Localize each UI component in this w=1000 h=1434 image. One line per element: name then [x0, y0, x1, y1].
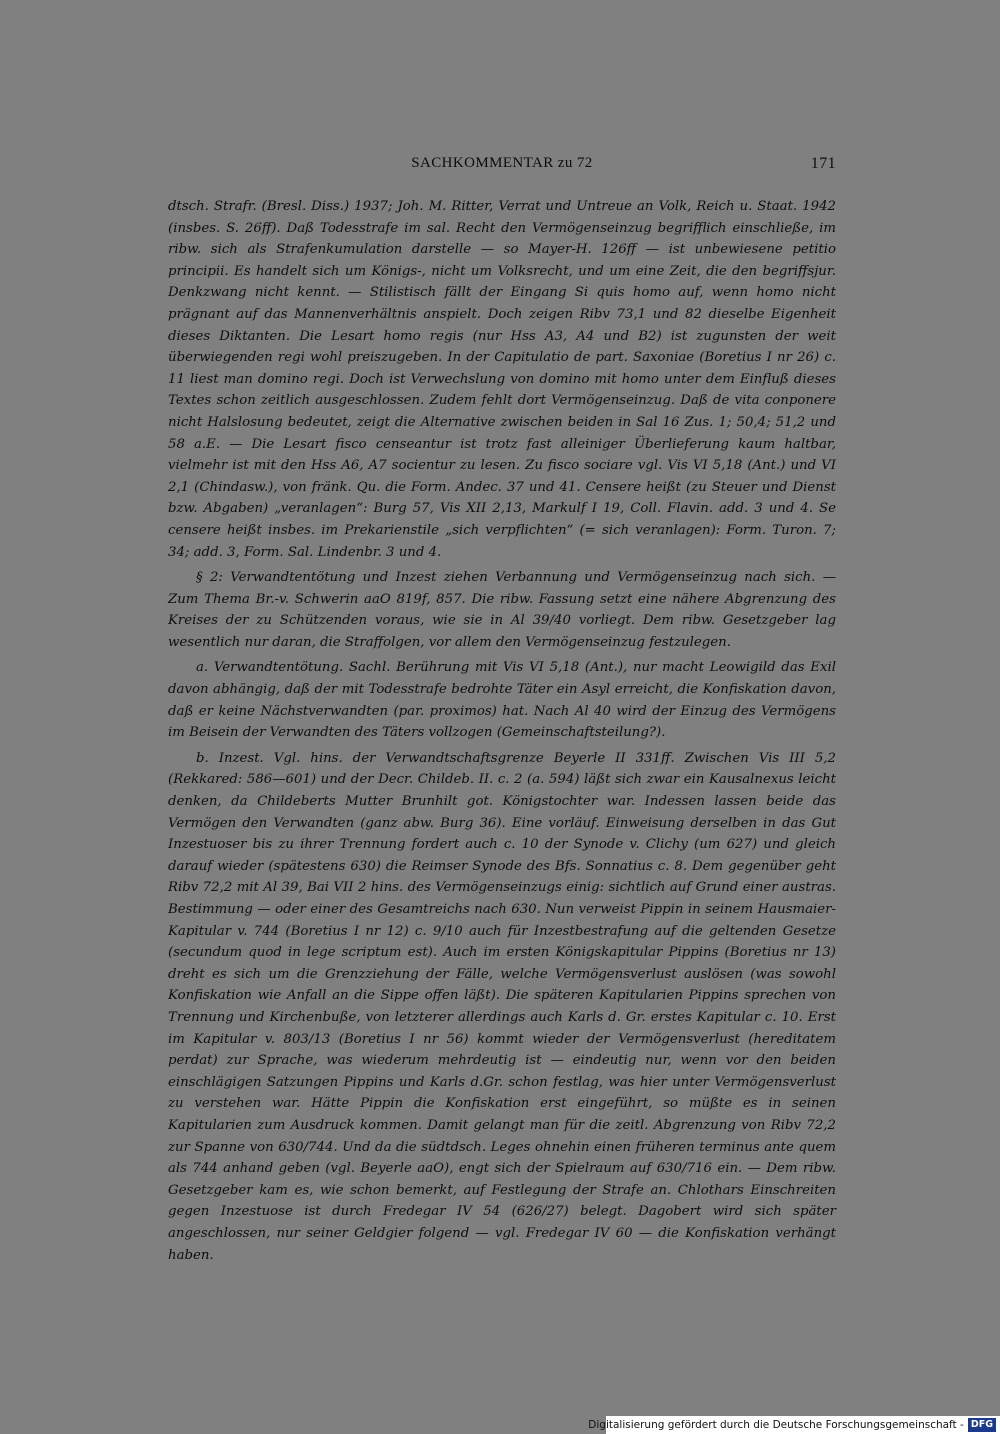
paragraph-verwandtentoetung: a. Verwandtentötung. Sachl. Berührung mit Vis VI 5,18 (Ant.), nur macht Leowigild das Exil davon abhängig, daß der mit Todesstrafe bedrohte Täter ein Asyl erreicht, die Konfiskation davon, daß er keine Nächstverwandten (par. proximos) hat. Nach Al 40 wird der Einzug des Vermögens im Beisein der Verwandten des Täters vollzogen (Gemeinschaftsteilung?). — [168, 660, 836, 741]
paragraph-continuation: dtsch. Strafr. (Bresl. Diss.) 1937; Joh. M. Ritter, Verrat und Untreue an Volk, Reich u. Staat. 1942 (insbes. S. 26ff). Daß Todesstrafe im sal. Recht den Vermögenseinzug begrifflich einschließe, im ribw. sich als Strafenkumulation darstelle — so Mayer-H. 126ff — ist unbewiesene petitio principii. Es handelt sich um Königs-, nicht um Volksrecht, und um eine Zeit, die den begriffsjur. Denkzwang nicht kennt. — Stilistisch fällt der Eingang Si quis homo auf, wenn homo nicht prägnant auf das Mannenverhältnis anspielt. Doch zeigen Ribv 73,1 und 82 dieselbe Eigenheit dieses Diktanten. Die Lesart homo regis (nur Hss A3, A4 und B2) ist zugunsten der weit überwiegenden regi wohl preiszugeben. In der Capitulatio de part. Saxoniae (Boretius I nr 26) c. 11 liest man domino regi. Doch ist Verwechslung von domino mit homo unter dem Einfluß dieses Textes schon zeitlich ausgeschlossen. Zudem fehlt dort Vermögenseinzug. Daß de vita conponere nicht Halslosung bedeutet, zeigt die Alternative zwischen beiden in Sal 16 Zus. 1; 50,4; 51,2 und 58 a.E. — Die Lesart fisco censeantur ist trotz fast alleiniger Überlieferung kaum haltbar, vielmehr ist mit den Hss A6, A7 socientur zu lesen. Zu fisco sociare vgl. Vis VI 5,18 (Ant.) und VI 2,1 (Chindasw.), von fränk. Qu. die Form. Andec. 37 und 41. Censere heißt (zu Steuer und Dienst bzw. Abgaben) „veranlagen“: Burg 57, Vis XII 2,13, Markulf I 19, Coll. Flavin. add. 3 und 4. Se censere heißt insbes. im Prekarienstile „sich verpflichten“ (= sich veranlagen): Form. Turon. 7; 34; add. 3, Form. Sal. Lindenbr. 3 und 4. — [168, 199, 836, 560]
running-head-title: SACHKOMMENTAR zu 72 — [411, 155, 593, 171]
footer-banner — [588, 1416, 1000, 1434]
dfg-logo-icon: DFG — [968, 1418, 996, 1432]
body-text — [168, 196, 836, 1266]
paragraph-inzest: b. Inzest. Vgl. hins. der Verwandtschaftsgrenze Beyerle II 331ff. Zwischen Vis III 5,2 (Rekkared: 586—601) und der Decr. Childeb. II. c. 2 (a. 594) läßt sich zwar ein Kausalnexus leicht denken, da Childeberts Mutter Brunhilt got. Königstochter war. Indessen lassen beide das Vermögen den Verwandten (ganz abw. Burg 36). Eine vorläuf. Einweisung derselben in das Gut Inzestuoser bis zu ihrer Trennung fordert auch c. 10 der Synode v. Clichy (um 627) und gleich darauf wieder (spätestens 630) die Reimser Synode des Bfs. Sonnatius c. 8. Dem gegenüber geht Ribv 72,2 mit Al 39, Bai VII 2 hins. des Vermögenseinzugs einig: sichtlich auf Grund einer austras. Bestimmung — oder einer des Gesamtreichs nach 630. Nun verweist Pippin in seinem Hausmaier-Kapitular v. 744 (Boretius I nr 12) c. 9/10 auch für Inzestbestrafung auf die geltenden Gesetze (secundum quod in lege scriptum est). Auch im ersten Königskapitular Pippins (Boretius nr 13) dreht es sich um die Grenzziehung der Fälle, welche Vermögensverlust auslösen (was sowohl Konfiskation wie Anfall an die Sippe offen läßt). Die späteren Kapitularien Pippins sprechen von Trennung und Kirchenbuße, von letzterer allerdings auch Karls d. Gr. erstes Kapitular c. 10. Erst im Kapitular v. 803/13 (Boretius I nr 56) kommt wieder der Vermögensverlust (hereditatem perdat) zur Sprache, was wiederum mehrdeutig ist — eindeutig nur, wenn vor den beiden einschlägigen Satzungen Pippins und Karls d.Gr. schon festlag, was hier unter Vermögensverlust zu verstehen war. Hätte Pippin die Konfiskation erst eingeführt, so müßte es in seinen Kapitularien zum Ausdruck kommen. Damit gelangt man für die zeitl. Abgrenzung von Ribv 72,2 zur Spanne von 630/744. Und da die südtdsch. Leges ohnehin einen früheren terminus ante quem als 744 anhand geben (vgl. Beyerle aaO), engt sich der Spielraum auf 630/716 ein. — Dem ribw. Gesetzgeber kam es, wie schon bemerkt, auf Festlegung der Strafe an. Chlothars Einschreiten gegen Inzestuose ist durch Fredegar IV 54 (626/27) belegt. Dagobert wird sich später angeschlossen, nur seiner Geldgier folgend — vgl. Fredegar IV 60 — die Konfiskation verhängt haben. — [168, 750, 836, 1263]
page-number: 171 — [810, 155, 836, 172]
running-head — [168, 155, 836, 177]
footer-funding-text: Digitalisierung gefördert durch die Deutsche Forschungsgemeinschaft - — [588, 1419, 964, 1431]
paragraph-section-2: § 2: Verwandtentötung und Inzest ziehen Verbannung und Vermögenseinzug nach sich. — Zum Thema Br.-v. Schwerin aaO 819f, 857. Die ribw. Fassung setzt eine nähere Abgrenzung des Kreises der zu Schützenden voraus, wie sie in Al 39/40 vorliegt. Dem ribw. Gesetzgeber lag wesentlich nur daran, die Straffolgen, vor allem den Vermögenseinzug festzulegen. — [168, 570, 836, 650]
